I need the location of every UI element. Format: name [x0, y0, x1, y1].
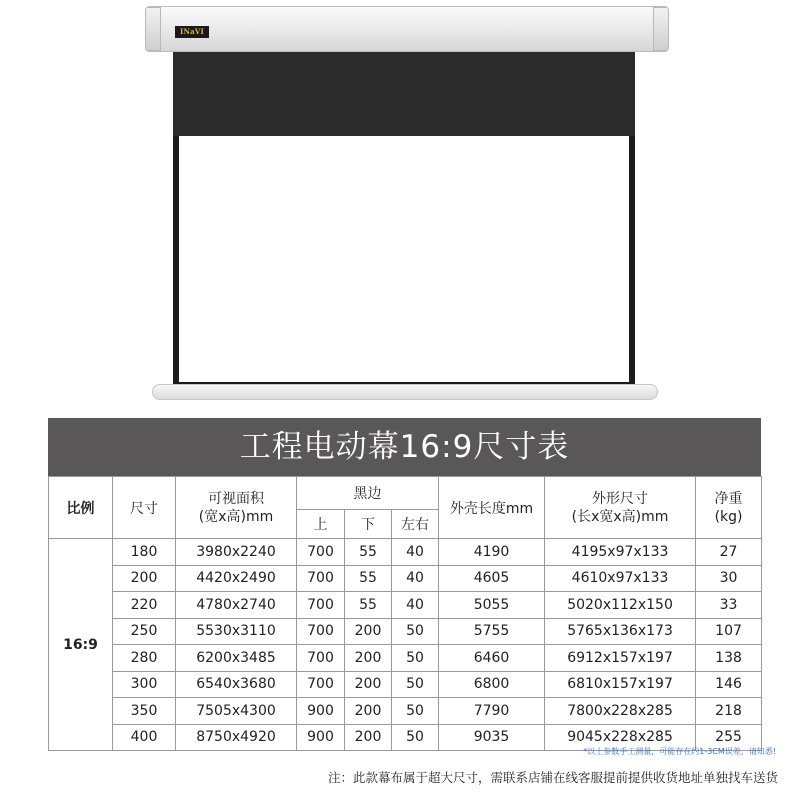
cell-border-bottom: 55: [345, 539, 392, 566]
header-view-area-unit: (宽x高)mm: [198, 508, 274, 525]
header-outer-size-label: 外形尺寸: [592, 490, 649, 507]
cell-border-top: 700: [297, 645, 345, 672]
header-shell-length: 外壳长度mm: [439, 477, 545, 539]
cell-shell-length: 6460: [439, 645, 545, 672]
table-row: [49, 698, 762, 725]
cell-shell-length: 4190: [439, 539, 545, 566]
table-row: [49, 592, 762, 619]
cell-size: 220: [113, 592, 176, 619]
cell-border-sides: 40: [392, 539, 439, 566]
cell-border-sides: 50: [392, 671, 439, 698]
cell-view-area: 4420x2490: [176, 565, 297, 592]
cell-border-sides: 40: [392, 592, 439, 619]
cell-border-sides: 40: [392, 565, 439, 592]
cell-border-bottom: 200: [345, 724, 392, 751]
cell-shell-length: 5055: [439, 592, 545, 619]
cell-size: 180: [113, 539, 176, 566]
table-row: [49, 645, 762, 672]
cell-outer-size: 5765x136x173: [545, 618, 696, 645]
table-row: [49, 565, 762, 592]
cell-border-top: 700: [297, 565, 345, 592]
cell-size: 300: [113, 671, 176, 698]
brand-logo: INaVI: [175, 26, 209, 38]
header-outer-size-unit: (长x宽x高)mm: [571, 508, 669, 525]
cell-border-bottom: 200: [345, 698, 392, 725]
table-row: [49, 618, 762, 645]
cell-outer-size: 6810x157x197: [545, 671, 696, 698]
cell-net-weight: 107: [696, 618, 762, 645]
header-ratio: 比例: [49, 477, 113, 539]
cell-border-top: 700: [297, 671, 345, 698]
header-net-weight-unit: (kg): [714, 508, 743, 525]
cell-size: 250: [113, 618, 176, 645]
cell-shell-length: 5755: [439, 618, 545, 645]
cell-border-bottom: 200: [345, 618, 392, 645]
cell-outer-size: 4195x97x133: [545, 539, 696, 566]
screen-housing: [146, 6, 668, 52]
cell-size: 400: [113, 724, 176, 751]
cell-view-area: 3980x2240: [176, 539, 297, 566]
cell-net-weight: 33: [696, 592, 762, 619]
cell-outer-size: 7800x228x285: [545, 698, 696, 725]
cell-net-weight: 27: [696, 539, 762, 566]
cell-outer-size: 9045x228x285: [545, 724, 696, 751]
cell-view-area: 8750x4920: [176, 724, 297, 751]
cell-border-bottom: 200: [345, 645, 392, 672]
header-view-area-label: 可视面积: [208, 490, 264, 507]
cell-view-area: 5530x3110: [176, 618, 297, 645]
housing-end-cap-left: [145, 7, 161, 51]
cell-shell-length: 4605: [439, 565, 545, 592]
cell-outer-size: 5020x112x150: [545, 592, 696, 619]
cell-border-top: 700: [297, 539, 345, 566]
cell-border-sides: 50: [392, 724, 439, 751]
table-row: [49, 671, 762, 698]
cell-border-bottom: 55: [345, 565, 392, 592]
header-border-bottom: 下: [345, 510, 392, 539]
cell-view-area: 7505x4300: [176, 698, 297, 725]
cell-border-sides: 50: [392, 645, 439, 672]
cell-net-weight: 255: [696, 724, 762, 751]
shipping-note: 注：此款幕布属于超大尺寸，需联系店铺在线客服提前提供收货地址单独找车送货: [327, 770, 778, 785]
cell-size: 280: [113, 645, 176, 672]
header-net-weight: [696, 477, 762, 539]
ratio-cell: 16:9: [49, 539, 113, 751]
cell-net-weight: 146: [696, 671, 762, 698]
cell-view-area: 6540x3680: [176, 671, 297, 698]
cell-view-area: 4780x2740: [176, 592, 297, 619]
cell-border-sides: 50: [392, 618, 439, 645]
header-net-weight-label: 净重: [714, 490, 743, 507]
cell-outer-size: 4610x97x133: [545, 565, 696, 592]
cell-border-top: 700: [297, 592, 345, 619]
size-spec-table: [48, 476, 762, 751]
screen-viewing-area: [179, 136, 629, 382]
cell-border-bottom: 55: [345, 592, 392, 619]
cell-shell-length: 6800: [439, 671, 545, 698]
header-border-sides: 左右: [392, 510, 439, 539]
cell-outer-size: 6912x157x197: [545, 645, 696, 672]
cell-border-sides: 50: [392, 698, 439, 725]
cell-border-top: 700: [297, 618, 345, 645]
cell-size: 350: [113, 698, 176, 725]
cell-net-weight: 218: [696, 698, 762, 725]
cell-shell-length: 9035: [439, 724, 545, 751]
header-black-border: 黑边: [297, 477, 439, 510]
cell-size: 200: [113, 565, 176, 592]
header-view-area: [176, 477, 297, 539]
cell-border-top: 900: [297, 698, 345, 725]
housing-end-cap-right: [653, 7, 669, 51]
header-size: 尺寸: [113, 477, 176, 539]
screen-bottom-weight-bar: [152, 384, 658, 400]
measurement-note: *以上参数手工测量，可能存在约1-3CM误差，请知悉!: [583, 747, 776, 756]
table-title: 工程电动幕16:9尺寸表: [48, 418, 761, 476]
table-row: [49, 539, 762, 566]
cell-border-bottom: 200: [345, 671, 392, 698]
cell-net-weight: 138: [696, 645, 762, 672]
screen-black-top-drop: [173, 52, 635, 136]
cell-net-weight: 30: [696, 565, 762, 592]
cell-border-top: 900: [297, 724, 345, 751]
header-outer-size: [545, 477, 696, 539]
header-border-top: 上: [297, 510, 345, 539]
cell-shell-length: 7790: [439, 698, 545, 725]
cell-view-area: 6200x3485: [176, 645, 297, 672]
